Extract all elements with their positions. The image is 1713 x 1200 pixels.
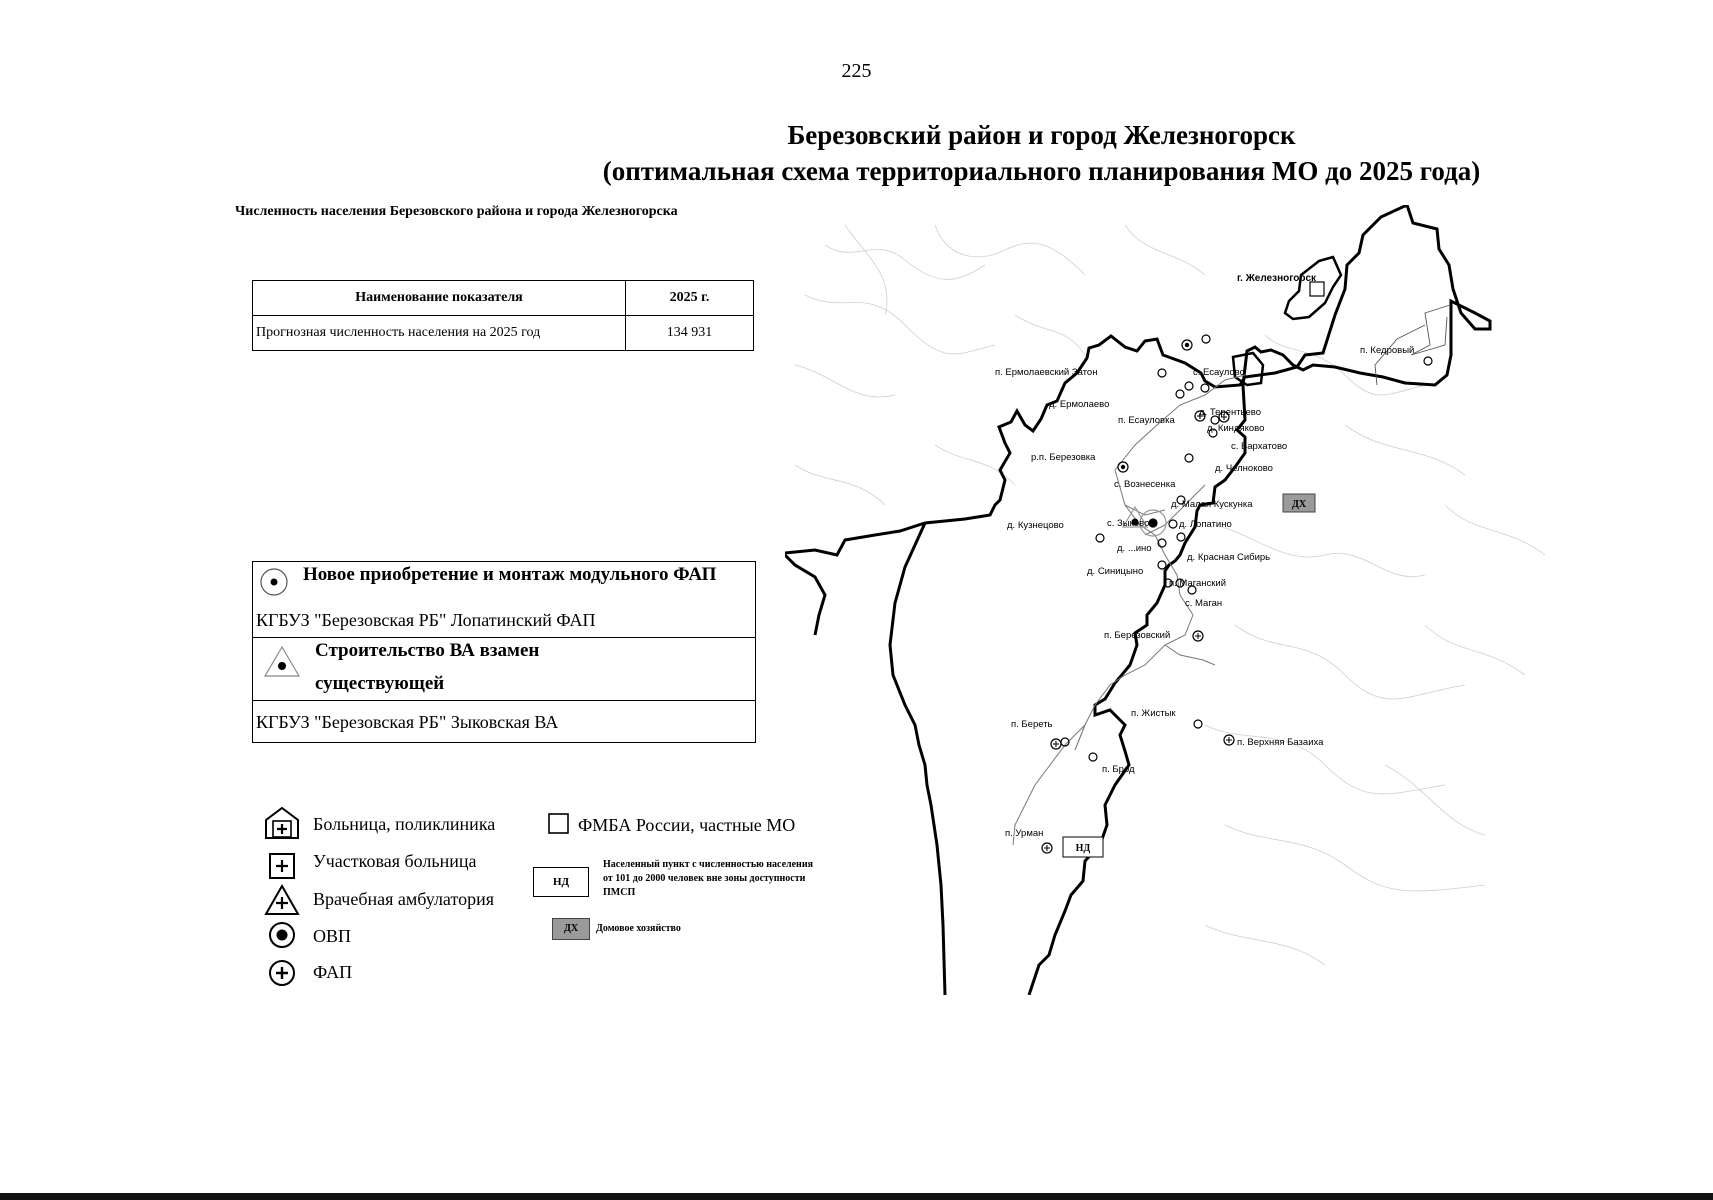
label-kindyakovo: д. Киндяково: [1207, 423, 1265, 434]
label-maganskiy: п. Маганский: [1169, 578, 1227, 589]
fap-icon: [267, 958, 297, 988]
va-item: КГБУЗ "Березовская РБ" Зыковская ВА: [256, 712, 559, 732]
label-brod: п. Брод: [1102, 764, 1135, 775]
col-indicator-header: Наименование показателя: [253, 281, 626, 316]
district-map: [785, 205, 1565, 995]
legend-np-description: Населенный пункт с численностью населения от 101 до 2000 человек вне зоны доступности ПМСП: [603, 859, 813, 898]
label-urman: п. Урман: [1005, 828, 1044, 839]
label-beret: п. Береть: [1011, 719, 1053, 730]
label-lopatino: д. Лопатино: [1179, 519, 1232, 530]
fmba-icon: [547, 812, 571, 836]
label-magan: с. Маган: [1185, 598, 1223, 609]
page-bottom-edge: [0, 1193, 1713, 1200]
population-table: [252, 280, 754, 351]
west-border: [890, 523, 945, 995]
label-berezovka: р.п. Березовка: [1031, 452, 1096, 463]
map-title: Березовский район и город Железногорск: [787, 120, 1296, 150]
label-barkhatovo: с. Бархатово: [1231, 441, 1288, 452]
forecast-row-value: 134 931: [626, 316, 754, 351]
ovp-icon: [267, 920, 297, 950]
district-border: [785, 205, 1490, 995]
label-sinitsyno: д. Синицыно: [1087, 566, 1144, 577]
label-krasnaya-sibir: д. Красная Сибирь: [1187, 552, 1271, 563]
label-zheleznogorsk: г. Железногорск: [1237, 273, 1317, 284]
legend-ambulatory-label: Врачебная амбулатория: [313, 889, 494, 909]
label-berezovsky: п. Березовский: [1104, 630, 1171, 641]
va-section: [253, 638, 755, 701]
forecast-row-label: Прогнозная численность населения на 2025 год: [253, 316, 626, 351]
facility-plan-box: [252, 561, 756, 743]
label-ermolaevo: д. Ермолаево: [1049, 399, 1110, 410]
zheleznogorsk-fmba-icon: [1310, 282, 1324, 296]
legend-fmba-label: ФМБА России, частные МО: [578, 815, 796, 835]
ambulatory-icon: [264, 884, 300, 916]
household-icon: ДХ: [552, 918, 590, 940]
va-heading-line2: существующей: [315, 673, 445, 694]
va-heading-line1: Строительство ВА взамен: [315, 640, 540, 661]
label-terentyevo: д. Терентьево: [1199, 407, 1261, 418]
legend-district-hospital-label: Участковая больница: [313, 851, 477, 871]
label-verkhnyaya-bazaikha: п. Верхняя Базаиха: [1237, 737, 1324, 748]
legend-fap-label: ФАП: [313, 962, 353, 982]
river-network: [795, 225, 1545, 965]
np-badge-urman: [1063, 837, 1103, 857]
left-border-segment: [785, 555, 825, 635]
legend-ovp-label: ОВП: [313, 926, 352, 946]
label-chelnokovo: д. Челноково: [1215, 463, 1273, 474]
label-esaulovka: п. Есауловка: [1118, 415, 1175, 426]
kedrovy-boundary: [1411, 305, 1450, 355]
np-outside-zone-icon: НД: [533, 867, 589, 897]
new-fap-section: [253, 562, 755, 638]
legend-household-label: Домовое хозяйство: [596, 923, 681, 934]
label-zhistyk: п. Жистык: [1131, 708, 1176, 719]
hospital-icon: [264, 806, 300, 840]
household-badge: [1283, 494, 1315, 512]
label-malaya-kuskunka: д. Малая Кускунка: [1171, 499, 1253, 510]
label-esaulovo: с. Есаулово: [1193, 367, 1245, 378]
label-ermolaevsky-zaton: п. Ермолаевский Затон: [995, 367, 1098, 378]
population-heading: Численность населения Березовского района и города Железногорска: [235, 204, 678, 219]
page-number: 225: [841, 60, 872, 82]
new-fap-heading: Новое приобретение и монтаж модульного ФАП: [303, 564, 717, 585]
new-fap-icon: [258, 566, 290, 598]
map-subtitle: (оптимальная схема территориального планирования МО до 2025 года): [602, 156, 1481, 186]
svg-text:НД: НД: [1075, 843, 1091, 854]
label-kuznetsovo: д. Кузнецово: [1007, 520, 1064, 531]
svg-text:ДХ: ДХ: [1291, 499, 1307, 510]
district-hospital-icon: [268, 852, 296, 880]
new-fap-item: КГБУЗ "Березовская РБ" Лопатинский ФАП: [256, 610, 596, 630]
va-item-section: [253, 701, 755, 742]
col-year-header: 2025 г.: [626, 281, 754, 316]
label-kedrovy: п. Кедровый: [1360, 345, 1415, 356]
legend-hospital-label: Больница, поликлиника: [313, 814, 496, 834]
label-zykovo: с. Зыково: [1107, 518, 1150, 529]
va-construction-icon: [263, 644, 301, 678]
label-zykovo-d: д. ...ино: [1117, 543, 1152, 554]
label-voznesenka: с. Вознесенка: [1114, 479, 1176, 490]
